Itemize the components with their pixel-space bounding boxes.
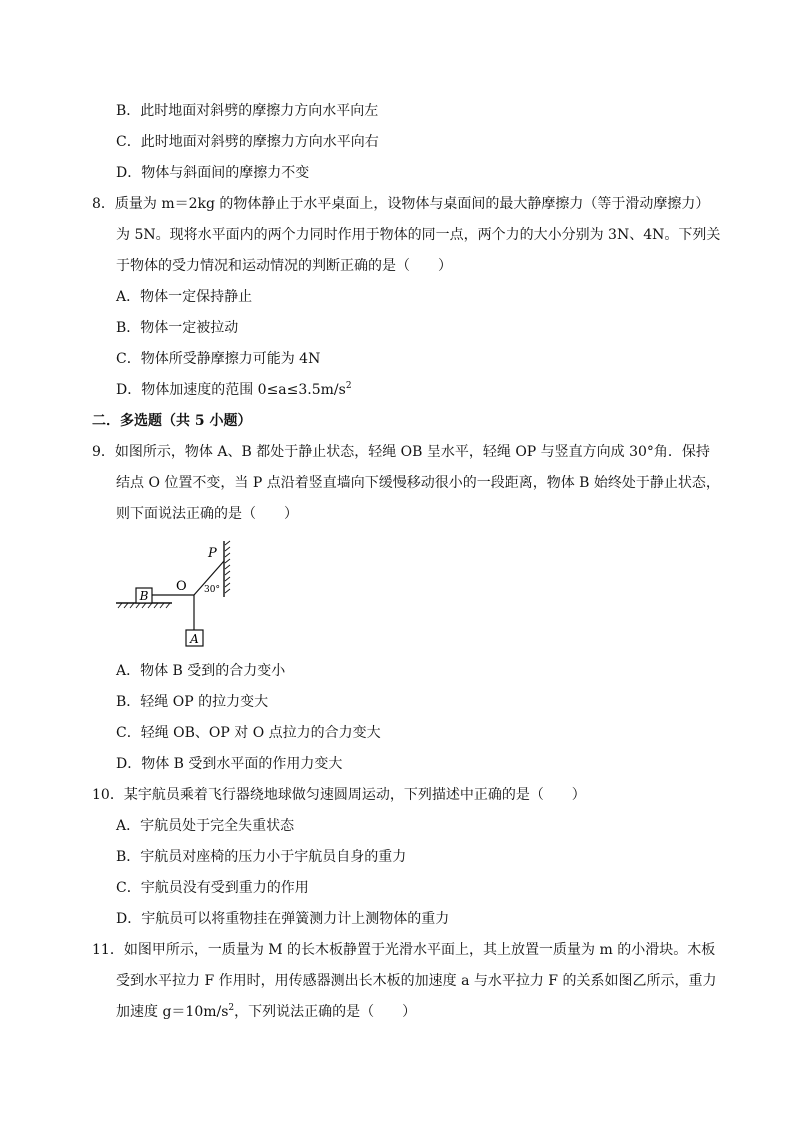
q11-stem-line2: 受到水平拉力 F 作用时，用传感器测出长木板的加速度 a 与水平拉力 F 的关系如图乙所示，重力 <box>116 973 717 989</box>
q10-option-a: A．宇航员处于完全失重状态 <box>116 818 295 834</box>
q9-option-c: C．轻绳 OB、OP 对 O 点拉力的合力变大 <box>116 725 381 741</box>
q10-option-d: D．宇航员可以将重物挂在弹簧测力计上测物体的重力 <box>116 911 450 927</box>
q9-force-diagram <box>112 535 242 655</box>
q8-stem-line1: 8．质量为 m＝2kg 的物体静止于水平桌面上，设物体与桌面间的最大静摩擦力（等于滑动摩擦力） <box>92 196 710 212</box>
q9-stem-line1: 9．如图所示，物体 A、B 都处于静止状态，轻绳 OB 呈水平，轻绳 OP 与竖直方向成 30°角．保持 <box>92 444 710 460</box>
q7-option-d: D．物体与斜面间的摩擦力不变 <box>116 165 310 181</box>
label-p: P <box>208 546 217 561</box>
label-b: B <box>139 589 149 603</box>
q10-stem: 10．某宇航员乘着飞行器绕地球做匀速圆周运动，下列描述中正确的是（ ） <box>92 787 586 803</box>
q8-option-d: D．物体加速度的范围 $0\le a\le 3.5m/s^2$ <box>116 381 352 398</box>
q7-option-b: B．此时地面对斜劈的摩擦力方向水平向左 <box>116 103 379 119</box>
q9-option-d: D．物体 B 受到水平面的作用力变大 <box>116 756 343 772</box>
q8-option-b: B．物体一定被拉动 <box>116 320 239 336</box>
q7-option-c: C．此时地面对斜劈的摩擦力方向水平向右 <box>116 134 379 150</box>
q8-stem-line2: 为 5N。现将水平面内的两个力同时作用于物体的同一点，两个力的大小分别为 3N、4N。下列关 <box>116 227 721 243</box>
q11-stem-line3: 加速度 $g=10m/s^2$，下列说法正确的是（ ） <box>116 1003 417 1020</box>
q11-stem-line1: 11．如图甲所示，一质量为 M 的长木板静置于光滑水平面上，其上放置一质量为 m 的小滑块。木板 <box>92 942 716 958</box>
q9-stem-line3: 则下面说法正确的是（ ） <box>116 506 298 522</box>
q9-option-a: A．物体 B 受到的合力变小 <box>116 663 286 679</box>
q8-stem-line3: 于物体的受力情况和运动情况的判断正确的是（ ） <box>116 258 452 274</box>
label-o: O <box>176 579 187 594</box>
q10-option-b: B．宇航员对座椅的压力小于宇航员自身的重力 <box>116 849 407 865</box>
q10-option-c: C．宇航员没有受到重力的作用 <box>116 880 309 896</box>
section-heading-multiple-choice: 二．多选题（共 5 小题） <box>92 413 252 429</box>
label-a: A <box>190 632 199 646</box>
q8-option-c: C．物体所受静摩擦力可能为 4N <box>116 351 321 367</box>
q9-option-b: B．轻绳 OP 的拉力变大 <box>116 694 269 710</box>
q8-option-a: A．物体一定保持静止 <box>116 289 253 305</box>
angle-label: 30° <box>204 585 220 595</box>
q9-stem-line2: 结点 O 位置不变，当 P 点沿着竖直墙向下缓慢移动很小的一段距离，物体 B 始终处于静止状态， <box>116 475 720 491</box>
